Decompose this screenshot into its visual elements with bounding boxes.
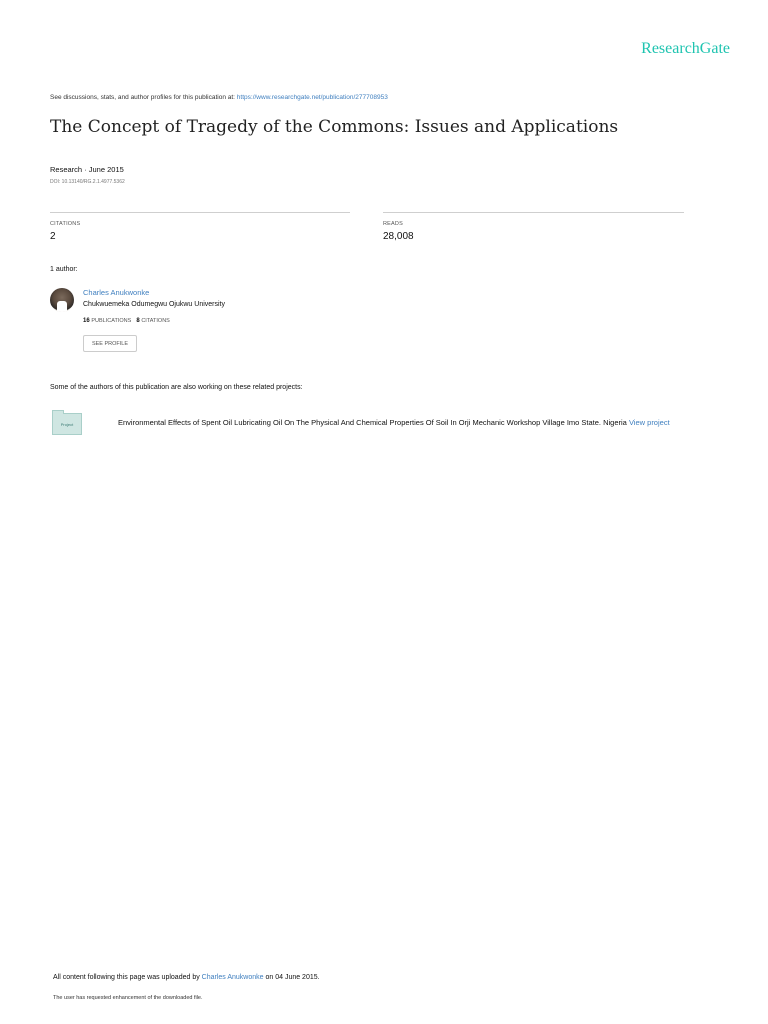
project-icon-label: Project <box>60 421 74 427</box>
upload-prefix: All content following this page was uploaded by <box>53 974 202 981</box>
author-affiliation: Chukwuemeka Odumegwu Ojukwu University <box>83 301 225 308</box>
reads-label: READS <box>383 221 403 227</box>
researchgate-logo[interactable]: ResearchGate <box>641 40 730 57</box>
project-title: Environmental Effects of Spent Oil Lubricating Oil On The Physical And Chemical Properties Of Soil In Orji Mechanic Workshop Village Imo State. Nigeria <box>118 418 629 427</box>
publications-label: PUBLICATIONS <box>91 318 132 324</box>
publication-url-link[interactable]: https://www.researchgate.net/publication/277708953 <box>236 94 388 101</box>
publication-type-date: Research · June 2015 <box>50 165 124 174</box>
related-project <box>118 418 670 427</box>
enhancement-note: The user has requested enhancement of the downloaded file. <box>53 995 203 1001</box>
see-profile-button[interactable]: SEE PROFILE <box>83 335 137 352</box>
author-name-link[interactable]: Charles Anukwonke <box>83 288 150 297</box>
publications-count: 16 <box>83 318 90 324</box>
reads-value: 28,008 <box>383 231 414 242</box>
authors-heading: 1 author: <box>50 266 78 273</box>
project-folder-icon[interactable] <box>52 413 82 435</box>
publication-title: The Concept of Tragedy of the Commons: Issues and Applications <box>50 117 619 137</box>
discussion-text: See discussions, stats, and author profiles for this publication at: <box>50 94 237 101</box>
uploader-link[interactable]: Charles Anukwonke <box>201 974 264 981</box>
related-projects-heading: Some of the authors of this publication are also working on these related projects: <box>50 384 303 391</box>
view-project-link[interactable]: View project <box>628 418 670 427</box>
citations-value: 2 <box>50 231 56 242</box>
reads-divider <box>383 212 684 213</box>
author-citations-label: CITATIONS <box>141 318 170 324</box>
publication-doi: DOI: 10.13140/RG.2.1.4977.5362 <box>50 179 125 185</box>
citations-label: CITATIONS <box>50 221 81 227</box>
author-avatar[interactable] <box>50 288 74 312</box>
upload-info <box>53 974 320 981</box>
author-counts <box>83 318 170 324</box>
upload-suffix: on 04 June 2015. <box>263 974 320 981</box>
citations-divider <box>50 212 350 213</box>
author-citations-count: 8 <box>136 318 140 324</box>
discussion-line <box>50 94 388 101</box>
